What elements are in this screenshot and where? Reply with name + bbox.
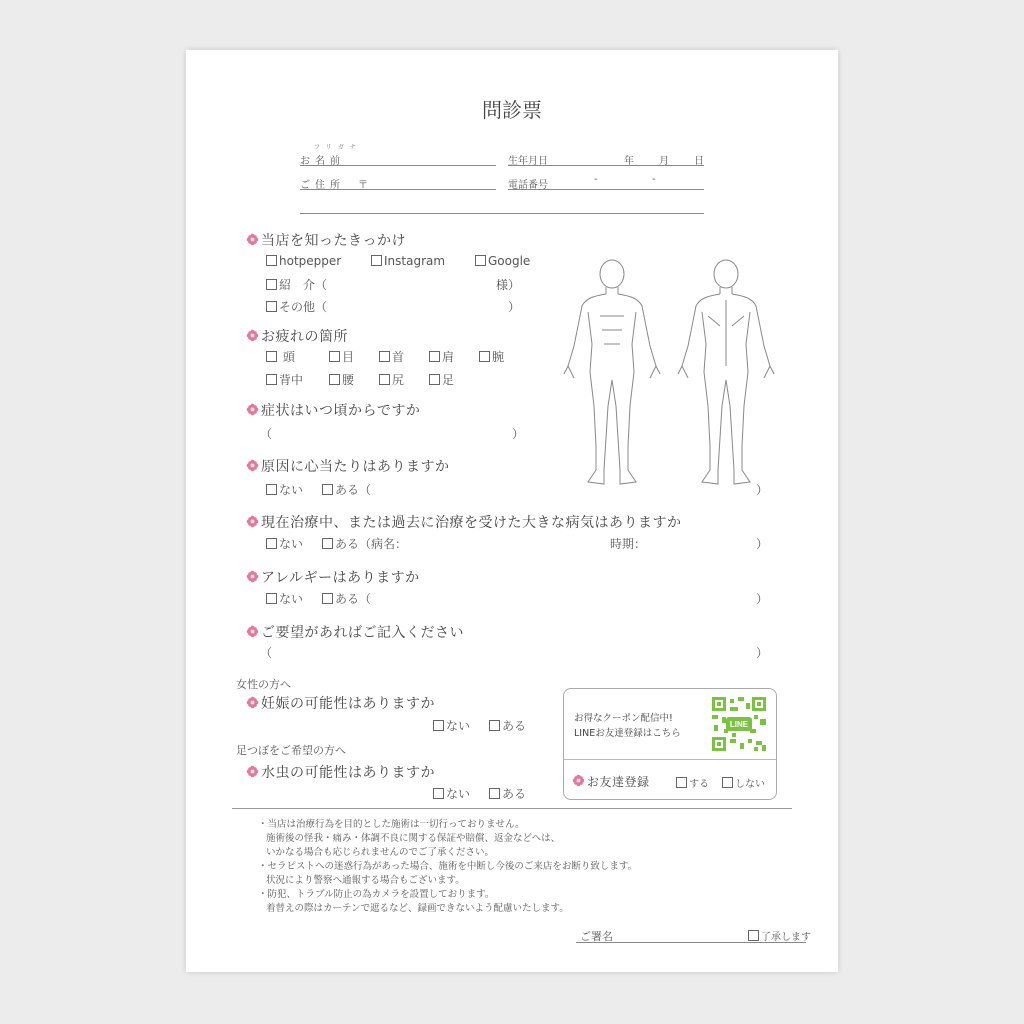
flower-icon xyxy=(246,696,259,709)
option-no[interactable] xyxy=(266,590,303,607)
section-title: 原因に心当たりはありますか xyxy=(261,459,450,475)
signature-label: ご署名 xyxy=(580,930,613,943)
checkbox[interactable] xyxy=(429,351,440,362)
flower-icon xyxy=(246,765,259,778)
option-label: 頭 xyxy=(282,350,295,364)
checkbox[interactable] xyxy=(266,374,277,385)
checkbox[interactable] xyxy=(433,720,444,731)
close-paren: ） xyxy=(756,537,769,551)
section-title: アレルギーはありますか xyxy=(261,570,420,586)
option-label: Google xyxy=(488,254,531,268)
option-label: 紹 介（ xyxy=(279,278,328,292)
friend-register-label xyxy=(572,773,650,790)
option-label: 首 xyxy=(392,350,405,364)
month-label: 月 xyxy=(659,156,669,167)
section-fatigue xyxy=(246,326,348,346)
flower-icon xyxy=(246,515,259,528)
phone-dash: - xyxy=(594,174,598,185)
name-field[interactable] xyxy=(300,165,496,166)
flower-icon xyxy=(246,233,259,246)
option-label: 肩 xyxy=(442,350,455,364)
close-paren: ） xyxy=(512,427,525,441)
checkbox[interactable] xyxy=(322,538,333,549)
option-leg[interactable] xyxy=(429,371,454,388)
checkbox[interactable] xyxy=(266,538,277,549)
referral-suffix: 様） xyxy=(496,278,521,292)
option-yes[interactable] xyxy=(322,481,371,498)
checkbox[interactable] xyxy=(266,301,277,312)
option-label: その他（ xyxy=(279,300,328,314)
birthdate-label: 生年月日 xyxy=(508,156,548,167)
option-label: ない xyxy=(279,592,304,606)
option-label: 目 xyxy=(342,350,355,364)
option-label: 腕 xyxy=(492,350,505,364)
checkbox[interactable] xyxy=(676,777,687,788)
notice-line: いかなる場合も応じられませんのでご了承ください。 xyxy=(266,847,495,858)
flower-icon xyxy=(572,774,585,787)
flower-icon xyxy=(246,625,259,638)
section-title: ご要望があればご記入ください xyxy=(261,625,464,641)
period-label: 時期： xyxy=(610,537,647,551)
agree-checkbox[interactable] xyxy=(748,928,811,943)
open-paren: （ xyxy=(260,427,273,441)
address-label: ご住所 xyxy=(300,180,345,191)
notice-line: 状況により警察へ通報する場合もございます。 xyxy=(266,875,465,886)
option-yes[interactable] xyxy=(489,785,526,802)
option-back[interactable] xyxy=(266,371,303,388)
notes-divider xyxy=(232,808,792,809)
option-no[interactable] xyxy=(433,717,470,734)
section-title: 水虫の可能性はありますか xyxy=(261,765,435,781)
option-neck[interactable] xyxy=(379,348,404,365)
checkbox[interactable] xyxy=(379,351,390,362)
checkbox[interactable] xyxy=(433,788,444,799)
close-paren: ） xyxy=(508,300,521,314)
checkbox[interactable] xyxy=(475,255,486,266)
option-yes[interactable] xyxy=(322,535,407,552)
option-label: hotpepper xyxy=(279,254,342,268)
postal-mark: 〒 xyxy=(358,180,368,191)
option-label: 背中 xyxy=(279,373,304,387)
option-label: 尻 xyxy=(392,373,405,387)
day-label: 日 xyxy=(694,156,704,167)
option-other[interactable] xyxy=(266,298,327,315)
phone-field[interactable] xyxy=(508,189,704,190)
checkbox[interactable] xyxy=(266,484,277,495)
flower-icon xyxy=(246,459,259,472)
open-paren: （ xyxy=(260,646,273,660)
front-body-figure xyxy=(564,260,660,484)
notice-line: 着替えの際はカーテンで遮るなど、録画できないよう配慮いたします。 xyxy=(266,903,569,914)
close-paren: ） xyxy=(756,646,769,660)
option-eyes[interactable] xyxy=(329,348,354,365)
checkbox[interactable] xyxy=(429,374,440,385)
flower-icon xyxy=(246,403,259,416)
option-head[interactable] xyxy=(266,348,295,365)
birthdate-field[interactable] xyxy=(508,165,704,166)
option-hotpepper[interactable] xyxy=(266,254,341,268)
phone-label: 電話番号 xyxy=(508,180,548,191)
close-paren: ） xyxy=(756,483,769,497)
back-body-figure xyxy=(678,260,774,484)
body-diagram xyxy=(560,256,782,492)
notice-line: ・セラピストへの迷惑行為があった場合、施術を中断し今後のご来店をお断り致します。 xyxy=(258,861,638,872)
option-hip[interactable] xyxy=(379,371,404,388)
option-shoulder[interactable] xyxy=(429,348,454,365)
option-arm[interactable] xyxy=(479,348,504,365)
option-label: する xyxy=(689,779,709,790)
furigana-label: フリガナ xyxy=(314,144,362,151)
section-since-when xyxy=(246,400,420,420)
option-no[interactable] xyxy=(266,481,303,498)
checkbox[interactable] xyxy=(266,351,277,362)
address-line-2[interactable] xyxy=(300,213,704,214)
checkbox[interactable] xyxy=(748,930,759,941)
questionnaire-sheet xyxy=(186,50,838,972)
checkbox[interactable] xyxy=(489,788,500,799)
checkbox[interactable] xyxy=(479,351,490,362)
foot-heading: 足つぼをご希望の方へ xyxy=(236,744,346,757)
option-label: ない xyxy=(446,719,471,733)
option-yes[interactable] xyxy=(489,717,526,734)
notice-line: ・防犯、トラブル防止の為カメラを設置しております。 xyxy=(258,889,495,900)
option-label: ある（ xyxy=(335,592,372,606)
option-no[interactable] xyxy=(266,535,303,552)
checkbox[interactable] xyxy=(322,593,333,604)
option-waist[interactable] xyxy=(329,371,354,388)
section-treatment xyxy=(246,512,682,532)
section-title: 症状はいつ頃からですか xyxy=(261,403,421,419)
flower-icon xyxy=(246,570,259,583)
section-title: お疲れの箇所 xyxy=(261,329,348,345)
option-referral[interactable] xyxy=(266,276,327,293)
checkbox[interactable] xyxy=(489,720,500,731)
section-pregnancy xyxy=(246,693,435,713)
section-requests xyxy=(246,622,464,642)
option-register-yes[interactable] xyxy=(676,775,709,790)
notice-list xyxy=(258,818,637,916)
section-title: 妊娠の可能性はありますか xyxy=(261,696,435,712)
coupon-divider xyxy=(564,759,776,760)
option-label: ない xyxy=(446,787,471,801)
checkbox[interactable] xyxy=(322,484,333,495)
year-label: 年 xyxy=(624,156,634,167)
name-label: お名前 xyxy=(300,156,345,167)
notice-line: 施術後の怪我・痛み・体調不良に関する保証や賠償、返金などへは、 xyxy=(266,833,561,844)
option-label: ない xyxy=(279,537,304,551)
close-paren: ） xyxy=(756,592,769,606)
line-coupon-box xyxy=(563,688,777,800)
option-label: ある（ xyxy=(335,483,372,497)
option-label: しない xyxy=(735,779,765,790)
option-label: ない xyxy=(279,483,304,497)
page-title: 問診票 xyxy=(482,98,542,122)
option-register-no[interactable] xyxy=(722,775,765,790)
checkbox[interactable] xyxy=(266,279,277,290)
address-field[interactable] xyxy=(300,189,496,190)
checkbox[interactable] xyxy=(371,255,382,266)
checkbox[interactable] xyxy=(379,374,390,385)
option-label: ある（病名： xyxy=(335,537,408,551)
section-title: 当店を知ったきっかけ xyxy=(261,233,406,249)
register-title: お友達登録 xyxy=(587,775,650,789)
phone-dash: - xyxy=(652,174,656,185)
women-heading: 女性の方へ xyxy=(236,678,291,691)
option-label: 足 xyxy=(442,373,455,387)
option-google[interactable] xyxy=(475,254,530,268)
option-no[interactable] xyxy=(433,785,470,802)
section-athletes-foot xyxy=(246,762,435,782)
section-allergy xyxy=(246,567,420,587)
option-label: ある xyxy=(502,787,527,801)
checkbox[interactable] xyxy=(722,777,733,788)
option-yes[interactable] xyxy=(322,590,371,607)
line-qr-code[interactable] xyxy=(710,695,768,753)
checkbox[interactable] xyxy=(329,374,340,385)
option-label: ある xyxy=(502,719,527,733)
line-logo-text: LINE xyxy=(729,720,749,729)
checkbox[interactable] xyxy=(329,351,340,362)
checkbox[interactable] xyxy=(266,593,277,604)
notice-line: ・当店は治療行為を目的とした施術は一切行っておりません。 xyxy=(258,819,525,830)
coupon-text-2: LINEお友達登録はこちら xyxy=(574,728,681,739)
option-label: 腰 xyxy=(342,373,355,387)
flower-icon xyxy=(246,329,259,342)
coupon-text-1: お得なクーポン配信中! xyxy=(574,713,673,724)
section-how-found xyxy=(246,230,406,250)
section-cause xyxy=(246,456,450,476)
checkbox[interactable] xyxy=(266,255,277,266)
agree-label: 了承します xyxy=(761,932,811,943)
option-label: Instagram xyxy=(384,254,446,268)
option-instagram[interactable] xyxy=(371,254,445,268)
section-title: 現在治療中、または過去に治療を受けた大きな病気はありますか xyxy=(261,515,682,531)
